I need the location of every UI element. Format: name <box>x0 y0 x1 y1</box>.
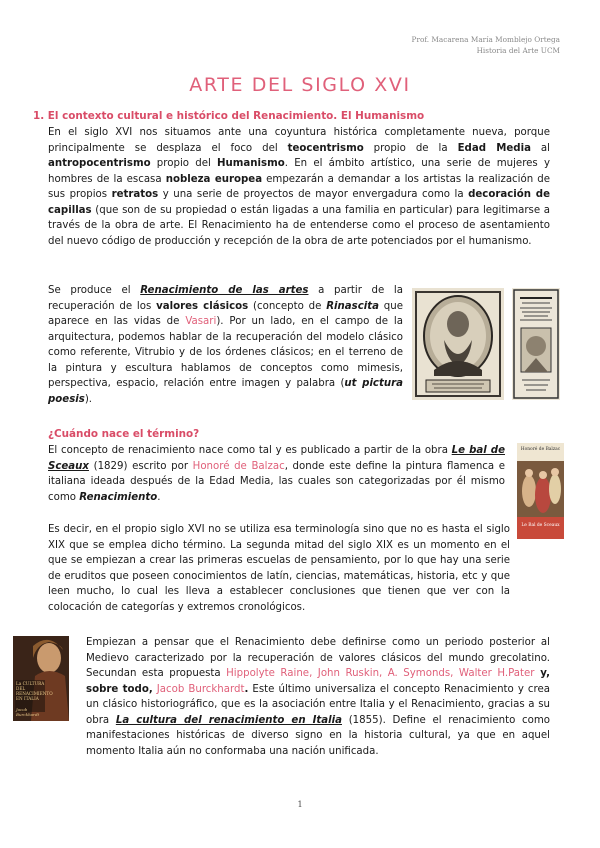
paragraph-context: En el siglo XVI nos situamos ante una coyuntura histórica completamente nueva, porque principalmente se desplaza el foco del teocentrismo propio de la Edad Media al antropocentrismo propio del Humanismo. En el ámbito artístico, una serie de mujeres y hombres de la escasa nobleza europea empezarán a demandar a los artistas la realización de sus propios retratos y una serie de proyectos de mayor envergadura como la decoración de capillas (que son de su propiedad o están ligadas a una familia en particular) para legitimarse a través de la obra de arte. El Renacimiento ha de entenderse como el proceso de asentamiento del nuevo código de producción y recepción de la obra de arte potenciados por el humanismo. <box>48 127 551 247</box>
header-author: Prof. Macarena María Momblejo Ortega <box>411 35 560 44</box>
page-number: 1 <box>297 800 303 809</box>
page-header <box>412 34 560 56</box>
balzac-cover-title: Le Bal de Sceaux <box>521 523 560 528</box>
page-title: ARTE DEL SIGLO XVI <box>189 74 411 96</box>
subheading-term: ¿Cuándo nace el término? <box>48 428 200 440</box>
vasari-portrait-image <box>412 288 504 400</box>
balzac-cover-author: Honoré de Balzac <box>520 447 561 452</box>
balzac-book-cover <box>517 443 564 539</box>
burckhardt-book-cover <box>13 636 69 721</box>
paragraph-siglo-xix: Es decir, en el propio siglo XVI no se utiliza esa terminología sino que no es hasta el siglo XIX que se emplea dicho término. La segunda mitad del siglo XIX es un momento en el que se empiezan a crear las primeras escuelas de pensamiento, por lo que hay una serie de eruditos que poseen conocimientos de latín, ciencias, matemáticas, historia, etc y que leen mucho, lo cual les lleva a establecer conclusiones que tienen que ver con la colocación de categorías y extremos cronológicos. <box>48 524 510 613</box>
vasari-book-image <box>512 288 560 400</box>
paragraph-burckhardt: Empiezan a pensar que el Renacimiento debe definirse como un periodo posterior al Medievo caracterizado por la recuperación de valores clásicos del mundo grecolatino. Secundan esta propuesta Hippolyte Raine, John Ruskin, A. Symonds, Walter H.Pater y, sobre todo, Jacob Burckhardt. Este último universaliza el concepto Renacimiento y crea un clásico historiográfico, que es la asociación entre Italia y el Renacimiento, gracias a su obra La cultura del renacimiento en Italia (1855). Define el renacimiento como manifestaciones históricas de diverso signo en la historia cultural, ya que en aquel momento Italia aún no conformaba una nación unificada. <box>86 637 550 757</box>
header-department: Historia del Arte UCM <box>476 46 560 55</box>
burckhardt-cover-author: Jacob Burckhardt <box>16 707 40 717</box>
paragraph-term-origin: El concepto de renacimiento nace como tal y es publicado a partir de la obra Le bal de Sceaux (1829) escrito por Honoré de Balzac, donde este define la pintura flamenca e italiana ideada después de la Edad Media, las cuales son categorizadas por él mismo como Renacimiento. <box>48 445 506 503</box>
section-heading: 1. El contexto cultural e histórico del Renacimiento. El Humanismo <box>33 110 425 122</box>
paragraph-renacimiento-artes: Se produce el Renacimiento de las artes a partir de la recuperación de los valores clásicos (concepto de Rinascita que aparece en las vidas de Vasari). Por un lado, en el campo de la arquitectura, podemos hablar de la recuperación del modelo clásico como referente, Vitrubio y de los órdenes clásicos; en el terreno de la pintura y escultura hablamos de conceptos como mimesis, perspectiva, espacio, relación entre imagen y palabra (ut pictura poesis). <box>48 285 404 405</box>
burckhardt-cover-title: La CULTURA DEL RENACIMIENTO EN ITALIA <box>16 681 53 701</box>
